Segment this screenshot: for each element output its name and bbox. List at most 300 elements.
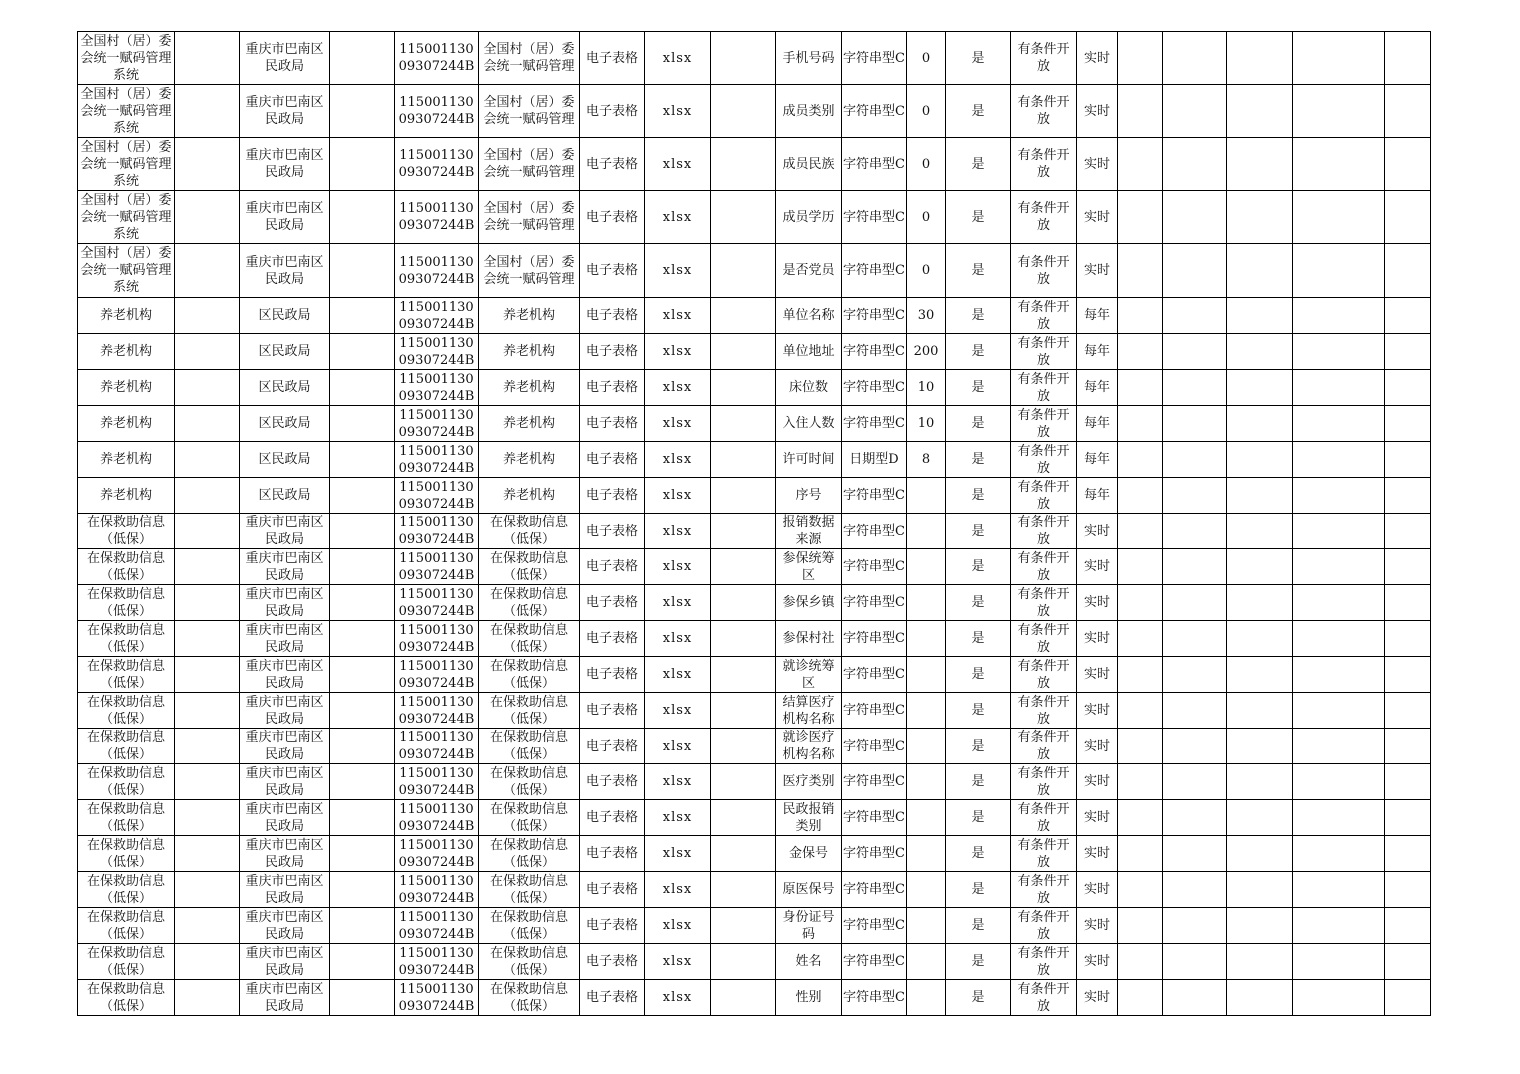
table-row [78,980,1431,1016]
blank-cell [711,85,776,138]
field-length-cell [907,908,946,944]
blank-cell [1163,334,1227,370]
blank-cell [1293,764,1385,800]
blank-cell [1118,191,1163,244]
shared-flag-cell: 是 [946,657,1011,693]
table-row [78,32,1431,85]
update-cycle-cell: 实时 [1077,729,1118,764]
blank-cell [1163,657,1227,693]
resource-title-cell: 在保救助信息（低保） [479,549,580,585]
resource-title-cell: 养老机构 [479,298,580,334]
shared-flag-cell: 是 [946,729,1011,764]
blank-cell [711,406,776,442]
table-row [78,442,1431,478]
update-cycle-cell: 每年 [1077,298,1118,334]
field-name-cell: 序号 [776,478,842,514]
blank-cell [1385,549,1431,585]
blank-cell [1227,191,1293,244]
org-code-cell: 11500113009307244B [395,85,479,138]
open-type-cell: 有条件开放 [1011,514,1077,549]
file-format-cell: xlsx [645,334,711,370]
file-format-cell: xlsx [645,191,711,244]
resource-title-cell: 全国村（居）委会统一赋码管理 [479,138,580,191]
blank-cell [1163,32,1227,85]
format-type-cell: 电子表格 [580,836,645,872]
shared-flag-cell: 是 [946,621,1011,657]
blank-cell [1293,478,1385,514]
format-type-cell: 电子表格 [580,944,645,980]
update-cycle-cell: 实时 [1077,764,1118,800]
table-row [78,138,1431,191]
open-type-cell: 有条件开放 [1011,585,1077,621]
resource-name-cell: 全国村（居）委会统一赋码管理系统 [78,85,175,138]
blank-cell [1118,138,1163,191]
update-cycle-cell: 实时 [1077,872,1118,908]
blank-cell [1227,298,1293,334]
resource-name-cell: 在保救助信息（低保） [78,764,175,800]
blank-cell [1385,406,1431,442]
field-name-cell: 成员类别 [776,85,842,138]
provider-cell: 重庆市巴南区民政局 [240,836,330,872]
open-type-cell: 有条件开放 [1011,729,1077,764]
blank-cell [175,244,240,298]
blank-cell [1118,298,1163,334]
blank-cell [1118,729,1163,764]
blank-cell [175,334,240,370]
blank-cell [330,944,395,980]
blank-cell [1163,729,1227,764]
field-name-cell: 民政报销类别 [776,800,842,836]
provider-cell: 区民政局 [240,478,330,514]
blank-cell [1163,406,1227,442]
table-row [78,85,1431,138]
org-code-cell: 11500113009307244B [395,693,479,729]
field-length-cell: 0 [907,85,946,138]
data-type-cell: 字符串型C [842,244,907,298]
file-format-cell: xlsx [645,800,711,836]
shared-flag-cell: 是 [946,585,1011,621]
field-name-cell: 床位数 [776,370,842,406]
resource-name-cell: 养老机构 [78,334,175,370]
file-format-cell: xlsx [645,729,711,764]
blank-cell [711,298,776,334]
field-name-cell: 许可时间 [776,442,842,478]
org-code-cell: 11500113009307244B [395,729,479,764]
format-type-cell: 电子表格 [580,244,645,298]
blank-cell [1227,406,1293,442]
resource-title-cell: 全国村（居）委会统一赋码管理 [479,85,580,138]
blank-cell [1163,370,1227,406]
blank-cell [175,32,240,85]
file-format-cell: xlsx [645,621,711,657]
blank-cell [1385,800,1431,836]
blank-cell [1227,549,1293,585]
update-cycle-cell: 实时 [1077,657,1118,693]
blank-cell [330,621,395,657]
table-row [78,478,1431,514]
field-name-cell: 原医保号 [776,872,842,908]
data-type-cell: 字符串型C [842,585,907,621]
field-length-cell [907,836,946,872]
shared-flag-cell: 是 [946,85,1011,138]
blank-cell [330,442,395,478]
blank-cell [1227,800,1293,836]
org-code-cell: 11500113009307244B [395,370,479,406]
data-type-cell: 字符串型C [842,298,907,334]
format-type-cell: 电子表格 [580,478,645,514]
blank-cell [1385,729,1431,764]
resource-name-cell: 在保救助信息（低保） [78,980,175,1016]
blank-cell [711,764,776,800]
field-name-cell: 金保号 [776,836,842,872]
field-length-cell [907,764,946,800]
open-type-cell: 有条件开放 [1011,944,1077,980]
blank-cell [1118,657,1163,693]
data-type-cell: 字符串型C [842,621,907,657]
open-type-cell: 有条件开放 [1011,442,1077,478]
blank-cell [1293,334,1385,370]
blank-cell [711,514,776,549]
resource-name-cell: 全国村（居）委会统一赋码管理系统 [78,191,175,244]
resource-name-cell: 在保救助信息（低保） [78,621,175,657]
blank-cell [1227,836,1293,872]
blank-cell [1227,657,1293,693]
format-type-cell: 电子表格 [580,657,645,693]
table-row [78,621,1431,657]
data-catalog-table [77,31,1431,1016]
blank-cell [1163,800,1227,836]
data-type-cell: 字符串型C [842,872,907,908]
blank-cell [330,191,395,244]
blank-cell [1118,621,1163,657]
resource-title-cell: 在保救助信息（低保） [479,872,580,908]
blank-cell [1227,764,1293,800]
provider-cell: 重庆市巴南区民政局 [240,729,330,764]
resource-title-cell: 在保救助信息（低保） [479,693,580,729]
blank-cell [1163,191,1227,244]
blank-cell [1385,657,1431,693]
open-type-cell: 有条件开放 [1011,370,1077,406]
blank-cell [1293,657,1385,693]
field-length-cell [907,872,946,908]
blank-cell [1227,138,1293,191]
provider-cell: 重庆市巴南区民政局 [240,138,330,191]
blank-cell [1293,442,1385,478]
blank-cell [175,980,240,1016]
update-cycle-cell: 实时 [1077,191,1118,244]
blank-cell [1293,729,1385,764]
blank-cell [1163,298,1227,334]
org-code-cell: 11500113009307244B [395,32,479,85]
format-type-cell: 电子表格 [580,370,645,406]
blank-cell [711,334,776,370]
blank-cell [1293,836,1385,872]
blank-cell [711,585,776,621]
table-row [78,244,1431,298]
blank-cell [175,406,240,442]
blank-cell [1385,908,1431,944]
blank-cell [175,191,240,244]
open-type-cell: 有条件开放 [1011,191,1077,244]
update-cycle-cell: 实时 [1077,693,1118,729]
blank-cell [1118,85,1163,138]
field-length-cell [907,621,946,657]
blank-cell [1163,836,1227,872]
resource-name-cell: 在保救助信息（低保） [78,800,175,836]
org-code-cell: 11500113009307244B [395,191,479,244]
blank-cell [1385,585,1431,621]
blank-cell [1118,980,1163,1016]
blank-cell [1385,442,1431,478]
file-format-cell: xlsx [645,908,711,944]
file-format-cell: xlsx [645,585,711,621]
field-length-cell: 0 [907,138,946,191]
field-name-cell: 入住人数 [776,406,842,442]
blank-cell [1163,85,1227,138]
blank-cell [1118,800,1163,836]
shared-flag-cell: 是 [946,872,1011,908]
resource-name-cell: 在保救助信息（低保） [78,585,175,621]
open-type-cell: 有条件开放 [1011,621,1077,657]
blank-cell [1293,370,1385,406]
resource-name-cell: 在保救助信息（低保） [78,514,175,549]
blank-cell [175,138,240,191]
provider-cell: 重庆市巴南区民政局 [240,908,330,944]
field-name-cell: 报销数据来源 [776,514,842,549]
org-code-cell: 11500113009307244B [395,514,479,549]
format-type-cell: 电子表格 [580,334,645,370]
format-type-cell: 电子表格 [580,621,645,657]
resource-title-cell: 在保救助信息（低保） [479,836,580,872]
format-type-cell: 电子表格 [580,32,645,85]
data-type-cell: 日期型D [842,442,907,478]
blank-cell [1227,944,1293,980]
org-code-cell: 11500113009307244B [395,908,479,944]
table-row [78,836,1431,872]
file-format-cell: xlsx [645,764,711,800]
field-name-cell: 参保村社 [776,621,842,657]
field-name-cell: 姓名 [776,944,842,980]
open-type-cell: 有条件开放 [1011,693,1077,729]
data-type-cell: 字符串型C [842,908,907,944]
blank-cell [1163,549,1227,585]
shared-flag-cell: 是 [946,908,1011,944]
blank-cell [1227,693,1293,729]
shared-flag-cell: 是 [946,693,1011,729]
blank-cell [330,478,395,514]
blank-cell [1293,138,1385,191]
blank-cell [1163,442,1227,478]
blank-cell [330,334,395,370]
blank-cell [1227,872,1293,908]
blank-cell [175,85,240,138]
blank-cell [330,872,395,908]
table-row [78,693,1431,729]
blank-cell [330,85,395,138]
org-code-cell: 11500113009307244B [395,621,479,657]
blank-cell [1118,514,1163,549]
data-type-cell: 字符串型C [842,549,907,585]
format-type-cell: 电子表格 [580,191,645,244]
blank-cell [1293,908,1385,944]
provider-cell: 重庆市巴南区民政局 [240,764,330,800]
resource-title-cell: 在保救助信息（低保） [479,621,580,657]
data-type-cell: 字符串型C [842,478,907,514]
data-type-cell: 字符串型C [842,406,907,442]
file-format-cell: xlsx [645,298,711,334]
blank-cell [1163,244,1227,298]
resource-name-cell: 全国村（居）委会统一赋码管理系统 [78,32,175,85]
blank-cell [711,980,776,1016]
shared-flag-cell: 是 [946,138,1011,191]
provider-cell: 重庆市巴南区民政局 [240,980,330,1016]
update-cycle-cell: 实时 [1077,549,1118,585]
org-code-cell: 11500113009307244B [395,244,479,298]
blank-cell [1118,370,1163,406]
provider-cell: 区民政局 [240,334,330,370]
field-name-cell: 就诊统筹区 [776,657,842,693]
resource-name-cell: 养老机构 [78,298,175,334]
file-format-cell: xlsx [645,32,711,85]
resource-title-cell: 全国村（居）委会统一赋码管理 [479,191,580,244]
field-name-cell: 成员民族 [776,138,842,191]
table-row [78,334,1431,370]
blank-cell [711,800,776,836]
data-type-cell: 字符串型C [842,32,907,85]
org-code-cell: 11500113009307244B [395,478,479,514]
field-length-cell: 30 [907,298,946,334]
blank-cell [1293,298,1385,334]
org-code-cell: 11500113009307244B [395,549,479,585]
blank-cell [1163,478,1227,514]
table-row [78,657,1431,693]
update-cycle-cell: 实时 [1077,944,1118,980]
field-length-cell [907,514,946,549]
blank-cell [1293,549,1385,585]
blank-cell [711,836,776,872]
field-length-cell [907,549,946,585]
blank-cell [1227,442,1293,478]
data-type-cell: 字符串型C [842,980,907,1016]
field-length-cell: 8 [907,442,946,478]
format-type-cell: 电子表格 [580,298,645,334]
blank-cell [1293,944,1385,980]
resource-title-cell: 在保救助信息（低保） [479,980,580,1016]
provider-cell: 重庆市巴南区民政局 [240,872,330,908]
field-name-cell: 结算医疗机构名称 [776,693,842,729]
update-cycle-cell: 每年 [1077,406,1118,442]
open-type-cell: 有条件开放 [1011,244,1077,298]
org-code-cell: 11500113009307244B [395,980,479,1016]
blank-cell [711,478,776,514]
blank-cell [1118,764,1163,800]
provider-cell: 重庆市巴南区民政局 [240,191,330,244]
resource-title-cell: 在保救助信息（低保） [479,764,580,800]
blank-cell [1293,244,1385,298]
resource-title-cell: 全国村（居）委会统一赋码管理 [479,32,580,85]
provider-cell: 区民政局 [240,298,330,334]
file-format-cell: xlsx [645,693,711,729]
blank-cell [1163,138,1227,191]
blank-cell [1385,514,1431,549]
file-format-cell: xlsx [645,442,711,478]
blank-cell [175,872,240,908]
provider-cell: 重庆市巴南区民政局 [240,621,330,657]
open-type-cell: 有条件开放 [1011,657,1077,693]
field-length-cell: 0 [907,32,946,85]
open-type-cell: 有条件开放 [1011,298,1077,334]
blank-cell [1118,32,1163,85]
blank-cell [1118,406,1163,442]
blank-cell [175,514,240,549]
shared-flag-cell: 是 [946,406,1011,442]
blank-cell [711,908,776,944]
blank-cell [175,836,240,872]
open-type-cell: 有条件开放 [1011,138,1077,191]
blank-cell [175,693,240,729]
blank-cell [330,585,395,621]
shared-flag-cell: 是 [946,514,1011,549]
org-code-cell: 11500113009307244B [395,138,479,191]
resource-title-cell: 在保救助信息（低保） [479,657,580,693]
format-type-cell: 电子表格 [580,693,645,729]
resource-title-cell: 在保救助信息（低保） [479,585,580,621]
resource-title-cell: 养老机构 [479,370,580,406]
resource-title-cell: 在保救助信息（低保） [479,514,580,549]
blank-cell [1385,32,1431,85]
org-code-cell: 11500113009307244B [395,334,479,370]
provider-cell: 重庆市巴南区民政局 [240,514,330,549]
blank-cell [330,836,395,872]
blank-cell [1293,872,1385,908]
field-length-cell [907,980,946,1016]
blank-cell [1227,334,1293,370]
provider-cell: 重庆市巴南区民政局 [240,944,330,980]
data-type-cell: 字符串型C [842,334,907,370]
blank-cell [1227,370,1293,406]
field-name-cell: 身份证号码 [776,908,842,944]
open-type-cell: 有条件开放 [1011,980,1077,1016]
blank-cell [175,298,240,334]
data-type-cell: 字符串型C [842,836,907,872]
blank-cell [1227,32,1293,85]
update-cycle-cell: 实时 [1077,85,1118,138]
file-format-cell: xlsx [645,980,711,1016]
blank-cell [1293,585,1385,621]
file-format-cell: xlsx [645,657,711,693]
blank-cell [1227,478,1293,514]
blank-cell [330,800,395,836]
org-code-cell: 11500113009307244B [395,872,479,908]
blank-cell [1163,872,1227,908]
blank-cell [330,693,395,729]
blank-cell [1385,334,1431,370]
format-type-cell: 电子表格 [580,85,645,138]
blank-cell [1385,244,1431,298]
open-type-cell: 有条件开放 [1011,334,1077,370]
file-format-cell: xlsx [645,370,711,406]
blank-cell [1385,764,1431,800]
data-type-cell: 字符串型C [842,370,907,406]
resource-name-cell: 全国村（居）委会统一赋码管理系统 [78,244,175,298]
shared-flag-cell: 是 [946,836,1011,872]
blank-cell [711,191,776,244]
resource-name-cell: 养老机构 [78,478,175,514]
format-type-cell: 电子表格 [580,549,645,585]
shared-flag-cell: 是 [946,944,1011,980]
blank-cell [175,478,240,514]
data-type-cell: 字符串型C [842,657,907,693]
